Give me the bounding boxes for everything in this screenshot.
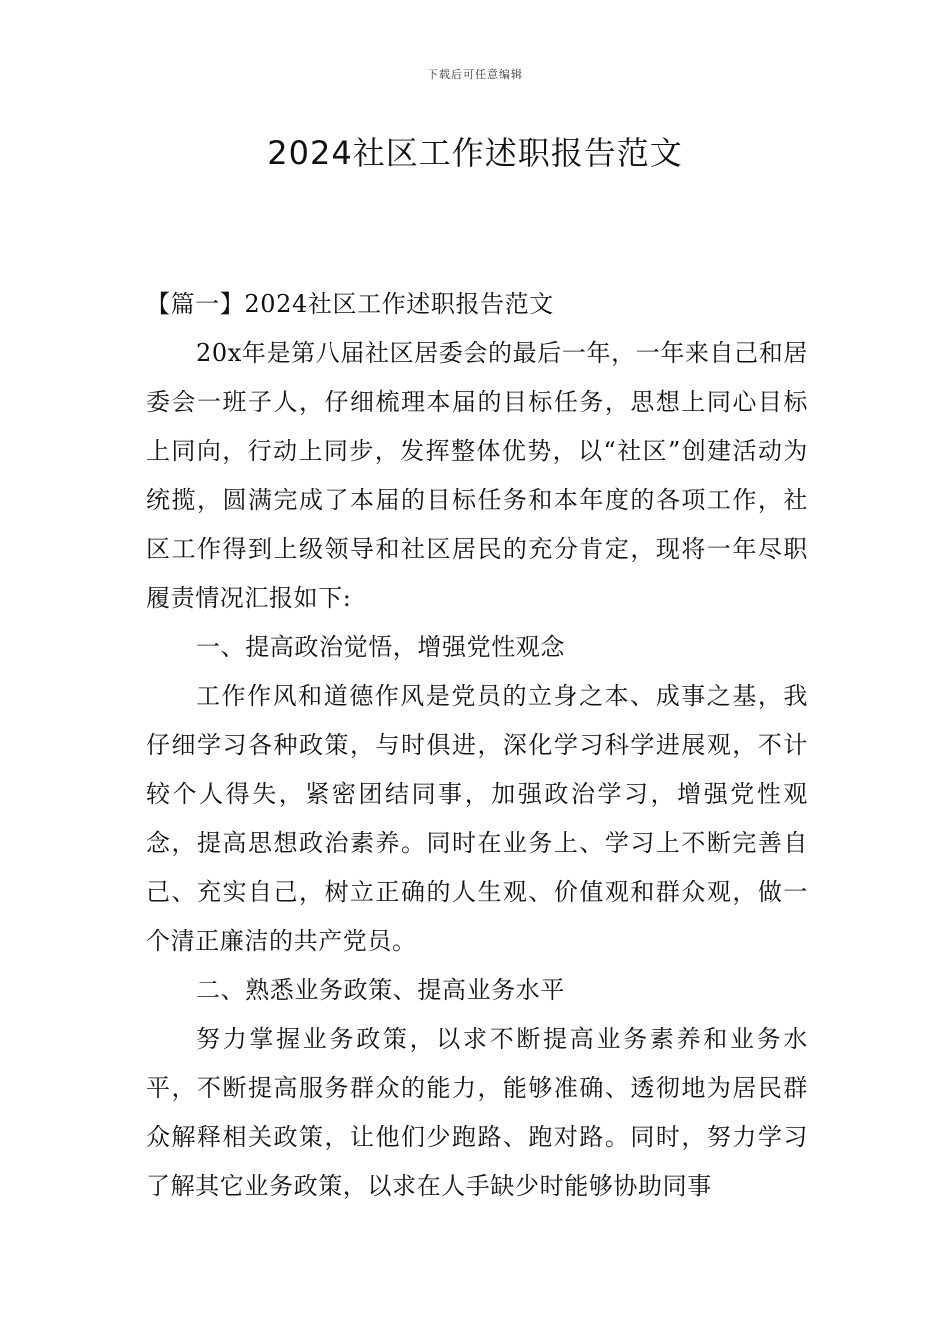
subheading-political-awareness: 一、提高政治觉悟，增强党性观念: [196, 633, 565, 661]
paragraph-intro: 20x年是第八届社区居委会的最后一年，一年来自己和居委会一班子人，仔细梳理本届的目标任务，思想上同心目标上同向，行动上同步，发挥整体优势，以“社区”创建活动为统揽，圆满完成了本届的目标任务和本年度的各项工作，社区工作得到上级领导和社区居民的充分肯定，现将一年尽职履责情况汇报如下:: [146, 339, 808, 612]
paragraph-political-awareness: 工作作风和道德作风是党员的立身之本、成事之基，我仔细学习各种政策，与时俱进，深化学习科学进展观，不计较个人得失，紧密团结同事，加强政治学习，增强党性观念，提高思想政治素养。同时在业务上、学习上不断完善自己、充实自己，树立正确的人生观、价值观和群众观，做一个清正廉洁的共产党员。: [146, 682, 808, 955]
header-note: 下载后可任意编辑: [427, 68, 523, 81]
subheading-business-policy: 二、熟悉业务政策、提高业务水平: [196, 976, 565, 1004]
document-title: 2024社区工作述职报告范文: [267, 134, 683, 172]
paragraph-business-policy: 努力掌握业务政策，以求不断提高业务素养和业务水平，不断提高服务群众的能力，能够准确、透彻地为居民群众解释相关政策，让他们少跑路、跑对路。同时，努力学习了解其它业务政策，以求在人手缺少时能够协助同事: [146, 1025, 808, 1200]
section-heading: 【篇一】2024社区工作述职报告范文: [146, 290, 554, 318]
document-body: [146, 280, 808, 1211]
